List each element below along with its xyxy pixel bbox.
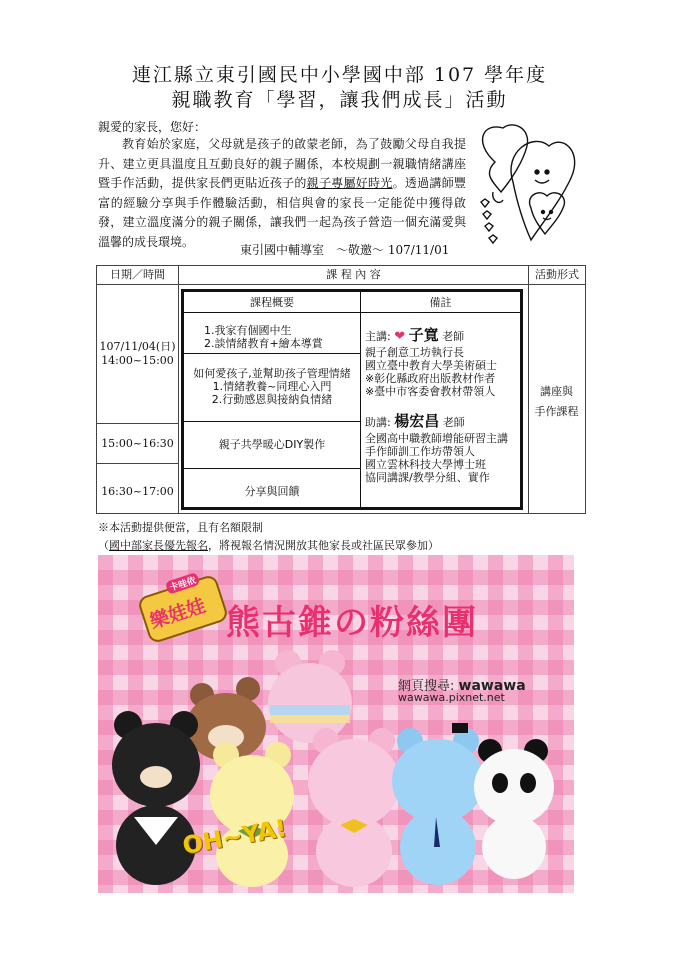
search-label-text: 網頁搜尋: — [398, 679, 455, 694]
inner-header-overview: 課程概要 — [250, 296, 294, 309]
bear-blue — [392, 723, 484, 885]
time-slot-2: 15:00~16:30 — [101, 437, 174, 450]
assistant-label: 助講: — [365, 416, 391, 429]
overview-block-3: 親子共學暖心DIY製作 — [218, 438, 326, 451]
ohya-text: OH~YA! — [180, 814, 289, 860]
search-term: wawawa — [458, 678, 526, 694]
assistant-line: 國立雲林科技大學博士班 — [365, 458, 486, 471]
speaker-line: 國立臺中教育大學美術碩士 — [365, 359, 497, 372]
speaker-line: ※彰化縣政府出版教材作者 — [365, 372, 496, 385]
overview-block-4: 分享與回饋 — [244, 485, 300, 498]
speaker-label: 主講: — [365, 330, 391, 343]
banner-url: wawawa.pixnet.net — [398, 691, 505, 704]
badge-main-text: 樂娃娃 — [147, 594, 209, 634]
note-paren: （ — [98, 539, 109, 552]
letter-body — [98, 135, 466, 252]
assistant-line: 全國高中職教師增能研習主講 — [365, 432, 508, 445]
speaker-info — [365, 326, 520, 398]
note-lunch: ※本活動提供便當，且有名額限制 — [98, 521, 263, 534]
signature: 東引國中輔導室 ～敬邀～ 107/11/01 — [240, 243, 450, 257]
letter-highlight: 親子專屬好時光 — [306, 176, 393, 190]
overview-line: 1.我家有個國中生 — [204, 324, 292, 337]
overview-block-1 — [204, 324, 323, 350]
page-subtitle: 親職教育「學習，讓我們成長」活動 — [171, 89, 508, 111]
inner-header-remarks: 備註 — [429, 296, 452, 309]
assistant-title: 老師 — [442, 416, 465, 429]
speaker-title: 老師 — [442, 330, 465, 343]
header-content: 課 程 內 容 — [326, 268, 381, 281]
speaker-name: 子寬 — [408, 326, 439, 344]
overview-line: 1.情緒教養~同理心入門 — [212, 380, 332, 393]
note-rest: ，將視報名情況開放其他家長或社區民眾參加） — [208, 539, 439, 552]
letter-text-after: 。透過講師豐富的經驗分享與手作體驗活動，相信與會的家長一定能從中獲得啟發，建立溫度滿分的親子關係，讓我們一起為孩子營造一個充滿愛與溫馨的成長環境。 — [98, 176, 466, 249]
assistant-line: 協同講課/教學分組、實作 — [365, 471, 490, 484]
course-table — [181, 289, 523, 510]
speaker-line: 親子創意工坊執行長 — [365, 346, 464, 359]
overview-block-2 — [184, 367, 360, 406]
date-cell — [97, 340, 178, 368]
bear-panda — [474, 739, 554, 879]
speaker-line: ※臺中市客委會教材帶領人 — [365, 385, 496, 398]
format-line-1: 講座與 — [540, 385, 573, 398]
format-cell — [528, 382, 585, 422]
promo-banner — [98, 555, 574, 893]
time-slot-3: 16:30~17:00 — [101, 485, 174, 498]
bear-rainbow — [268, 650, 352, 743]
badge-small-text: 卡哇依 — [165, 572, 200, 595]
format-line-2: 手作課程 — [534, 405, 579, 418]
header-format: 活動形式 — [535, 268, 579, 281]
overview-line: 2.談情緒教育+繪本導賞 — [204, 337, 323, 350]
overview-line: 如何愛孩子,並幫助孩子管理情緒 — [193, 367, 351, 380]
assistant-line: 手作師訓工作坊帶領人 — [365, 445, 475, 458]
heart-icon: ❤ — [394, 329, 406, 344]
bears-illustration — [98, 555, 574, 893]
bear-pink — [308, 728, 400, 887]
page-title: 連江縣立東引國民中小學國中部 107 學年度 — [131, 64, 548, 86]
greeting: 親愛的家長，您好： — [98, 120, 207, 134]
letter-text-before: 教育始於家庭，父母就是孩子的啟蒙老師，為了鼓勵父母自我提升、建立更具溫度且互動良好的親子關係，本校規劃一親職情緒講座暨手作活動，提供家長們更貼近孩子的 — [98, 137, 466, 190]
header-datetime: 日期／時間 — [110, 268, 165, 281]
banner-title: 熊古錐の粉絲團 — [226, 603, 478, 643]
date-text: 107/11/04(日) — [99, 340, 176, 353]
note-priority — [98, 537, 439, 553]
assistant-info — [365, 412, 520, 484]
time-slot-1: 14:00~15:00 — [101, 354, 174, 367]
assistant-name: 楊宏昌 — [394, 412, 440, 430]
hearts-illustration — [473, 122, 581, 252]
overview-line: 2.行動感恩與接納負情緒 — [211, 393, 333, 406]
note-highlight: 國中部家長優先報名 — [109, 539, 208, 552]
